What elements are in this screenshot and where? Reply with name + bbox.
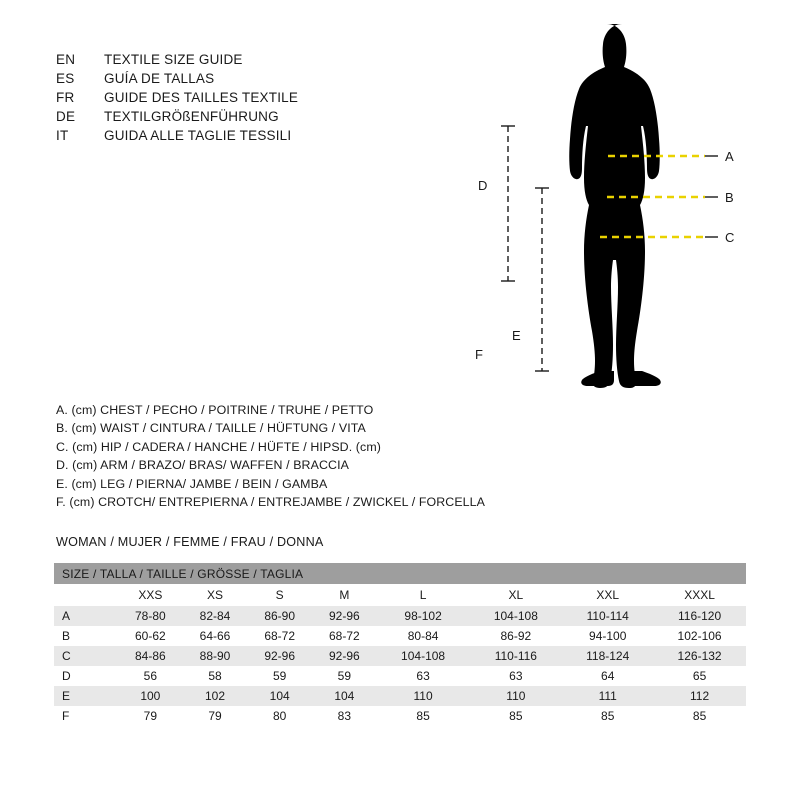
- title-text-fr: GUIDE DES TAILLES TEXTILE: [104, 90, 299, 105]
- cell-e-xxxl: 112: [653, 686, 746, 706]
- legend-item-e: E. (cm) LEG / PIERNA/ JAMBE / BEIN / GAMBA: [56, 476, 328, 491]
- cell-e-l: 110: [377, 686, 470, 706]
- title-lang-es: ES: [56, 71, 75, 86]
- column-header-xl: XL: [469, 584, 562, 606]
- label-e-leg: E: [512, 328, 521, 343]
- cell-d-xxs: 56: [118, 666, 183, 686]
- cell-d-s: 59: [247, 666, 312, 686]
- legend-item-c: C. (cm) HIP / CADERA / HANCHE / HÜFTE / HIPSD. (cm): [56, 439, 381, 454]
- cell-d-xs: 58: [183, 666, 248, 686]
- size-band-label: SIZE / TALLA / TAILLE / GRÖSSE / TAGLIA: [54, 563, 746, 584]
- row-label-d: D: [54, 666, 118, 686]
- table-row: [54, 626, 746, 646]
- title-text-es: GUÍA DE TALLAS: [104, 71, 215, 86]
- table-band-header: [54, 563, 746, 584]
- legend-item-b: B. (cm) WAIST / CINTURA / TAILLE / HÜFTUNG / VITA: [56, 421, 366, 436]
- title-text-it: GUIDA ALLE TAGLIE TESSILI: [104, 128, 292, 143]
- cell-b-s: 68-72: [247, 626, 312, 646]
- cell-c-xxxl: 126-132: [653, 646, 746, 666]
- cell-a-xxxl: 116-120: [653, 606, 746, 626]
- column-header-xxxl: XXXL: [653, 584, 746, 606]
- label-d-arm: D: [478, 178, 488, 193]
- cell-a-s: 86-90: [247, 606, 312, 626]
- cell-a-xl: 104-108: [469, 606, 562, 626]
- label-b-waist: B: [725, 190, 734, 205]
- column-header-xxl: XXL: [562, 584, 653, 606]
- cell-e-xxl: 111: [562, 686, 653, 706]
- title-lang-de: DE: [56, 109, 76, 124]
- cell-f-l: 85: [377, 706, 470, 726]
- cell-a-xxs: 78-80: [118, 606, 183, 626]
- column-header-s: S: [247, 584, 312, 606]
- cell-a-xs: 82-84: [183, 606, 248, 626]
- cell-a-l: 98-102: [377, 606, 470, 626]
- cell-c-xl: 110-116: [469, 646, 562, 666]
- cell-f-m: 83: [312, 706, 377, 726]
- row-label-f: F: [54, 706, 118, 726]
- cell-f-xxl: 85: [562, 706, 653, 726]
- label-f-crotch: F: [475, 347, 483, 362]
- table-row: [54, 606, 746, 626]
- cell-b-m: 68-72: [312, 626, 377, 646]
- legend-item-d: D. (cm) ARM / BRAZO/ BRAS/ WAFFEN / BRACCIA: [56, 458, 349, 473]
- title-row: [56, 126, 476, 145]
- title-block: [56, 50, 476, 145]
- cell-e-m: 104: [312, 686, 377, 706]
- cell-c-xxl: 118-124: [562, 646, 653, 666]
- cell-d-l: 63: [377, 666, 470, 686]
- cell-f-xxxl: 85: [653, 706, 746, 726]
- cell-a-m: 92-96: [312, 606, 377, 626]
- table-header-row: [54, 584, 746, 606]
- cell-c-s: 92-96: [247, 646, 312, 666]
- title-lang-en: EN: [56, 52, 76, 67]
- measurement-legend: [56, 401, 526, 511]
- cell-f-xl: 85: [469, 706, 562, 726]
- cell-c-m: 92-96: [312, 646, 377, 666]
- cell-d-m: 59: [312, 666, 377, 686]
- cell-d-xxl: 64: [562, 666, 653, 686]
- row-label-b: B: [54, 626, 118, 646]
- gender-label: WOMAN / MUJER / FEMME / FRAU / DONNA: [56, 535, 324, 549]
- cell-e-xs: 102: [183, 686, 248, 706]
- arm-dimension-line: [501, 126, 515, 281]
- cell-d-xxxl: 65: [653, 666, 746, 686]
- row-label-c: C: [54, 646, 118, 666]
- cell-b-xxl: 94-100: [562, 626, 653, 646]
- label-c-hip: C: [725, 230, 735, 245]
- column-header-xs: XS: [183, 584, 248, 606]
- female-silhouette-icon: [569, 24, 661, 388]
- column-header-xxs: XXS: [118, 584, 183, 606]
- cell-b-l: 80-84: [377, 626, 470, 646]
- cell-c-l: 104-108: [377, 646, 470, 666]
- column-header-l: L: [377, 584, 470, 606]
- cell-b-xl: 86-92: [469, 626, 562, 646]
- column-header-m: M: [312, 584, 377, 606]
- row-label-a: A: [54, 606, 118, 626]
- body-measurement-diagram: [460, 20, 780, 400]
- cell-f-xxs: 79: [118, 706, 183, 726]
- table-row: [54, 646, 746, 666]
- cell-e-xl: 110: [469, 686, 562, 706]
- cell-c-xs: 88-90: [183, 646, 248, 666]
- cell-e-s: 104: [247, 686, 312, 706]
- title-row: [56, 88, 476, 107]
- title-text-de: TEXTILGRÖßENFÜHRUNG: [104, 109, 279, 124]
- legend-item-a: A. (cm) CHEST / PECHO / POITRINE / TRUHE / PETTO: [56, 403, 374, 417]
- cell-a-xxl: 110-114: [562, 606, 653, 626]
- cell-f-s: 80: [247, 706, 312, 726]
- title-row: [56, 50, 476, 69]
- title-text-en: TEXTILE SIZE GUIDE: [104, 52, 243, 67]
- title-row: [56, 107, 476, 126]
- cell-b-xxxl: 102-106: [653, 626, 746, 646]
- table-row: [54, 686, 746, 706]
- label-a-chest: A: [725, 149, 734, 164]
- legend-item-f: F. (cm) CROTCH/ ENTREPIERNA / ENTREJAMBE / ZWICKEL / FORCELLA: [56, 495, 486, 510]
- cell-b-xs: 64-66: [183, 626, 248, 646]
- cell-c-xxs: 84-86: [118, 646, 183, 666]
- cell-b-xxs: 60-62: [118, 626, 183, 646]
- table-row: [54, 706, 746, 726]
- cell-f-xs: 79: [183, 706, 248, 726]
- title-lang-it: IT: [56, 128, 69, 143]
- cell-d-xl: 63: [469, 666, 562, 686]
- row-label-e: E: [54, 686, 118, 706]
- title-row: [56, 69, 476, 88]
- title-lang-fr: FR: [56, 90, 75, 105]
- cell-e-xxs: 100: [118, 686, 183, 706]
- leg-dimension-line: [535, 188, 549, 371]
- column-header-blank: [54, 584, 118, 606]
- table-row: [54, 666, 746, 686]
- size-table: [54, 563, 746, 726]
